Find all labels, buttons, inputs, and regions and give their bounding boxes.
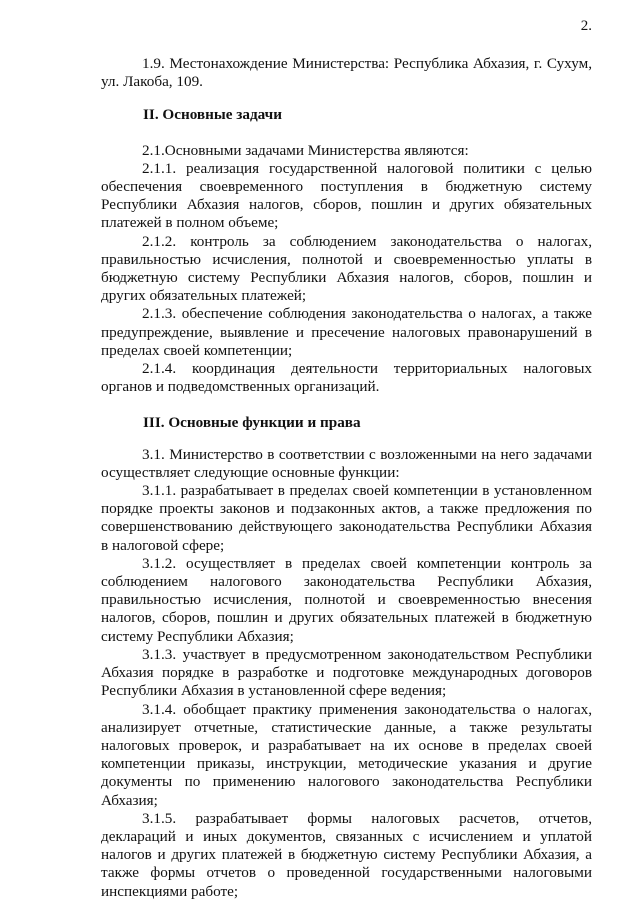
page-number: 2. — [580, 18, 592, 34]
item-3-1-5: 3.1.5. разрабатывает формы налоговых расчетов, отчетов, деклараций и иных документов, связанных с исчислением и уплатой налогов и других платежей в бюджетную систему Республики Абхазия, а также формы отчетов о проведенной государственными налоговыми инспекциями работе; — [101, 809, 592, 900]
item-3-1-1: 3.1.1. разрабатывает в пределах своей компетенции в установленном порядке проекты законов и подзаконных актов, а также предложения по совершенствованию действующего законодательства Республики Абхазия в налоговой сфере; — [101, 482, 592, 554]
item-2-1-2: 2.1.2. контроль за соблюдением законодательства о налогах, правильностью исчисления, полнотой и своевременностью уплаты в бюджетную систему Республики Абхазия налогов, сборов, пошлин и других обязательных платежей; — [101, 232, 592, 305]
item-3-1-2: 3.1.2. осуществляет в пределах своей компетенции контроль за соблюдением налогового законодательства Республики Абхазия, правильностью исчисления, полнотой и своевременностью внесения налогов, сборов, пошлин и других обязательных платежей в бюджетную систему Республики Абхазия; — [101, 554, 592, 645]
item-2-1-4: 2.1.4. координация деятельности территориальных налоговых органов и подведомственных организаций. — [101, 360, 592, 396]
item-3-1-4: 3.1.4. обобщает практику применения законодательства о налогах, анализирует отчетные, статистические данные, а также результаты налоговых проверок, и разрабатывает на их основе в пределах своей компетенции приказы, инструкции, методические указания и другие документы по применению налогового законодательства Республики Абхазия; — [101, 700, 592, 809]
section-3-intro: 3.1. Министерство в соответствии с возложенными на него задачами осуществляет следующие основные функции: — [101, 445, 592, 481]
section-3-heading: III. Основные функции и права — [143, 414, 361, 432]
document-body — [101, 55, 592, 901]
paragraph-1-9: 1.9. Местонахождение Министерства: Республика Абхазия, г. Сухум, ул. Лакоба, 109. — [101, 55, 592, 91]
item-2-1-3: 2.1.3. обеспечение соблюдения законодательства о налогах, а также предупреждение, выявление и пресечение налоговых правонарушений в пределах своей компетенции; — [101, 305, 592, 359]
section-2-intro: 2.1.Основными задачами Министерства являются: — [142, 141, 469, 159]
item-2-1-1: 2.1.1. реализация государственной налоговой политики с целью обеспечения своевременного поступления в бюджетную систему Республики Абхазия налогов, сборов, пошлин и других обязательных платежей в полном объеме; — [101, 159, 592, 232]
section-2-heading: II. Основные задачи — [143, 106, 282, 124]
item-3-1-3: 3.1.3. участвует в предусмотренном законодательством Республики Абхазия порядке в разработке и подготовке международных договоров Республики Абхазия в установленной сфере ведения; — [101, 645, 592, 700]
